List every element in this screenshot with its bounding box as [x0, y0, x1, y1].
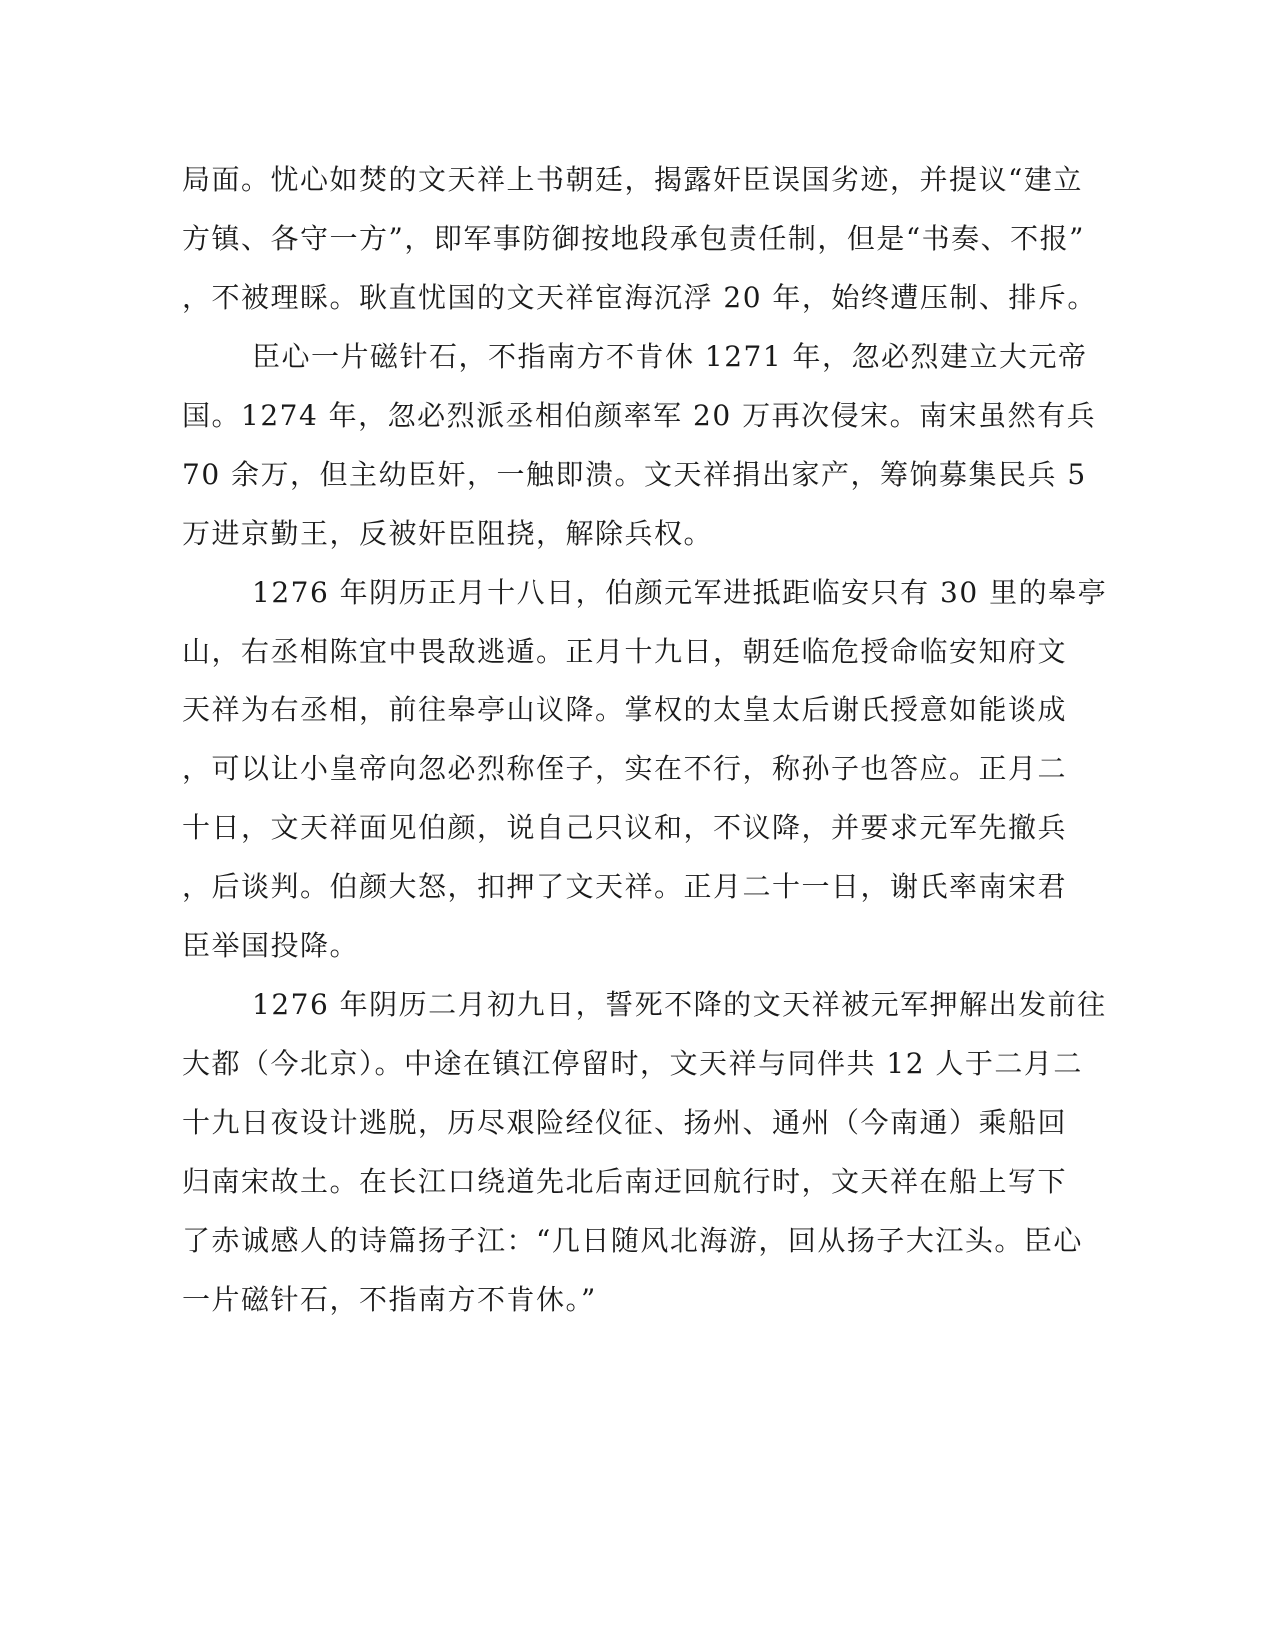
text-line: 大都（今北京）。中途在镇江停留时，文天祥与同伴共 12 人于二月二 [182, 1047, 1083, 1080]
paragraph-first-line: 1276 年阴历二月初九日，誓死不降的文天祥被元军押解出发前往 [252, 988, 1107, 1021]
paragraph-first-line: 臣心一片磁针石，不指南方不肯休 1271 年，忽必烈建立大元帝 [252, 340, 1088, 373]
text-line: 方镇、各守一方”，即军事防御按地段承包责任制，但是“书奏、不报” [182, 222, 1085, 255]
text-line: 十九日夜设计逃脱，历尽艰险经仪征、扬州、通州（今南通）乘船回 [182, 1106, 1068, 1139]
paragraph-first-line: 1276 年阴历正月十八日，伯颜元军进抵距临安只有 30 里的皋亭 [252, 576, 1108, 609]
text-line: 局面。忧心如焚的文天祥上书朝廷，揭露奸臣误国劣迹，并提议“建立 [182, 163, 1083, 196]
text-line: 归南宋故土。在长江口绕道先北后南迂回航行时，文天祥在船上写下 [182, 1165, 1068, 1198]
text-line: 一片磁针石，不指南方不肯休。” [182, 1283, 597, 1316]
text-line: ，不被理睬。耿直忧国的文天祥宦海沉浮 20 年，始终遭压制、排斥。 [182, 281, 1097, 314]
text-line: 万进京勤王，反被奸臣阻挠，解除兵权。 [182, 517, 714, 550]
text-line: 了赤诚感人的诗篇扬子江：“几日随风北海游，回从扬子大江头。臣心 [182, 1224, 1083, 1257]
text-line: 国。1274 年，忽必烈派丞相伯颜率军 20 万再次侵宋。南宋虽然有兵 [182, 399, 1097, 432]
text-line: ，可以让小皇帝向忽必烈称侄子，实在不行，称孙子也答应。正月二 [182, 752, 1068, 785]
text-line: 十日，文天祥面见伯颜，说自己只议和，不议降，并要求元军先撤兵 [182, 811, 1068, 844]
text-line: ，后谈判。伯颜大怒，扣押了文天祥。正月二十一日，谢氏率南宋君 [182, 870, 1068, 903]
text-line: 天祥为右丞相，前往皋亭山议降。掌权的太皇太后谢氏授意如能谈成 [182, 693, 1068, 726]
text-line: 臣举国投降。 [182, 929, 360, 962]
text-line: 山，右丞相陈宜中畏敌逃遁。正月十九日，朝廷临危授命临安知府文 [182, 635, 1068, 668]
text-line: 70 余万，但主幼臣奸，一触即溃。文天祥捐出家产，筹饷募集民兵 5 [182, 458, 1087, 491]
